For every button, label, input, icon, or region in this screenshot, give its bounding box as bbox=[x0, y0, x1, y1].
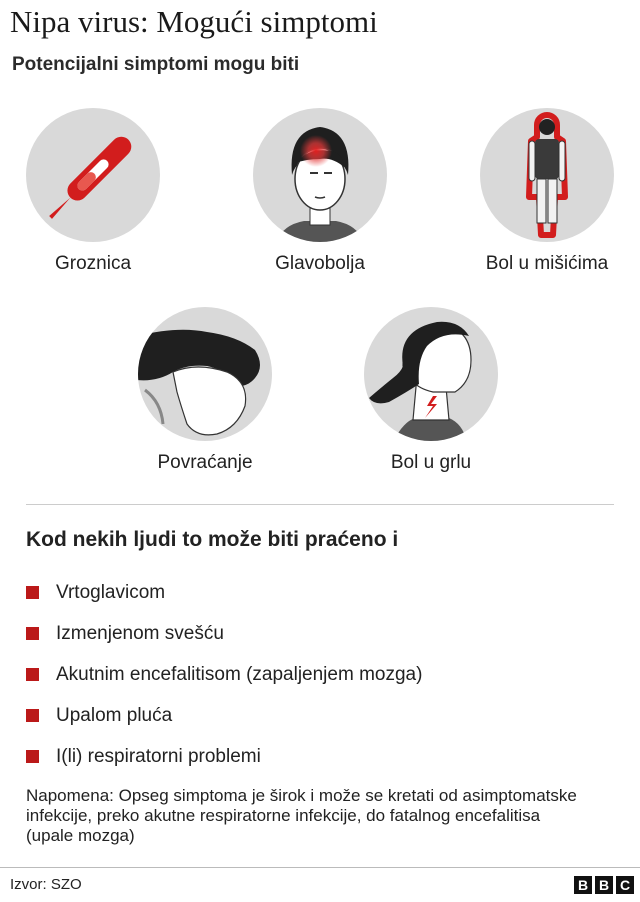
symptom-label: Povraćanje bbox=[157, 452, 253, 473]
extra-symptoms-heading: Kod nekih ljudi to može biti praćeno i bbox=[26, 528, 399, 551]
symptom-headache bbox=[230, 107, 410, 275]
list-item: Upalom pluća bbox=[26, 695, 422, 736]
vomiting-icon bbox=[137, 306, 273, 442]
headache-icon bbox=[252, 107, 388, 243]
sore-throat-icon bbox=[363, 306, 499, 442]
list-item: Akutnim encefalitisom (zapaljenjem mozga) bbox=[26, 654, 422, 695]
symptom-vomiting bbox=[115, 306, 295, 474]
bbc-logo bbox=[574, 876, 634, 894]
logo-block: B bbox=[574, 876, 592, 894]
symptom-label: Bol u mišićima bbox=[485, 253, 609, 274]
bullet-square-icon bbox=[26, 627, 39, 640]
symptom-label: Groznica bbox=[54, 253, 132, 274]
symptom-muscle-pain bbox=[457, 107, 637, 275]
page-subtitle: Potencijalni simptomi mogu biti bbox=[12, 54, 300, 75]
symptom-label: Bol u grlu bbox=[390, 452, 472, 473]
logo-block: B bbox=[595, 876, 613, 894]
section-divider bbox=[26, 504, 614, 505]
note-text: Napomena: Opseg simptoma je širok i može se kretati od asimptomatske infekcije, preko akutne respiratorne infekcije, do fatalnog encefalitisa (upale mozga) bbox=[26, 786, 577, 845]
source-text: Izvor: SZO bbox=[10, 876, 82, 893]
bullet-square-icon bbox=[26, 750, 39, 763]
symptom-fever bbox=[3, 107, 183, 275]
extra-symptoms-list bbox=[26, 572, 422, 777]
list-item: I(li) respiratorni problemi bbox=[26, 736, 422, 777]
thermometer-icon bbox=[25, 107, 161, 243]
symptom-label: Glavobolja bbox=[275, 253, 365, 274]
bullet-square-icon bbox=[26, 709, 39, 722]
footer-divider bbox=[0, 867, 640, 868]
bullet-square-icon bbox=[26, 586, 39, 599]
muscle-pain-icon bbox=[479, 107, 615, 243]
symptom-sore-throat bbox=[341, 306, 521, 474]
logo-block: C bbox=[616, 876, 634, 894]
list-item: Vrtoglavicom bbox=[26, 572, 422, 613]
bullet-square-icon bbox=[26, 668, 39, 681]
list-item: Izmenjenom svešću bbox=[26, 613, 422, 654]
page-title: Nipa virus: Mogući simptomi bbox=[10, 4, 378, 39]
